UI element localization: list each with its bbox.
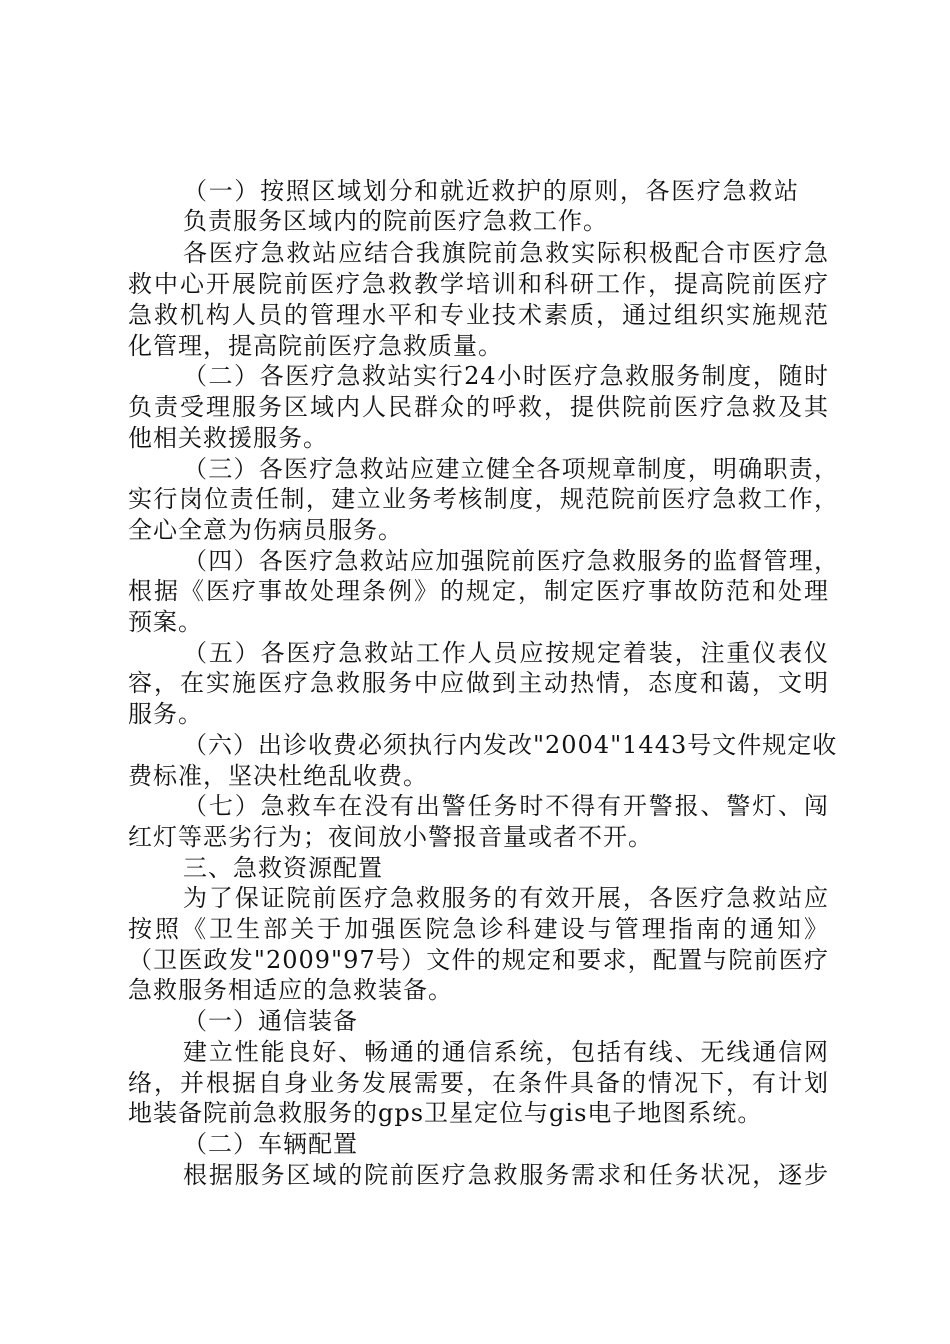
text-line: （七）急救车在没有出警任务时不得有开警报、警灯、闯	[183, 792, 829, 820]
section-heading: 三、急救资源配置	[183, 854, 383, 882]
text-line: （三）各医疗急救站应建立健全各项规章制度，明确职责，	[183, 455, 839, 483]
text-line: 地装备院前急救服务的gps卫星定位与gis电子地图系统。	[128, 1099, 763, 1127]
text-line: 络，并根据自身业务发展需要，在条件具备的情况下，有计划	[128, 1069, 829, 1097]
text-line: 容，在实施医疗急救服务中应做到主动热情，态度和蔼，文明	[128, 669, 829, 697]
text-line: （六）出诊收费必须执行内发改"2004"1443号文件规定收	[183, 731, 838, 759]
text-line: （卫医政发"2009"97号）文件的规定和要求，配置与院前医疗	[128, 946, 829, 974]
text-line: 红灯等恶劣行为；夜间放小警报音量或者不开。	[128, 823, 653, 851]
text-line: 实行岗位责任制，建立业务考核制度，规范院前医疗急救工作，	[128, 485, 839, 513]
text-line: 服务。	[128, 700, 203, 728]
text-line: （五）各医疗急救站工作人员应按规定着装，注重仪表仪	[183, 639, 829, 667]
text-line: 全心全意为伤病员服务。	[128, 516, 403, 544]
text-line: 急救机构人员的管理水平和专业技术素质，通过组织实施规范	[128, 301, 829, 329]
text-line: 急救服务相适应的急救装备。	[128, 976, 453, 1004]
text-line: （一）按照区域划分和就近救护的原则，各医疗急救站	[183, 177, 799, 205]
text-line: 预案。	[128, 608, 203, 636]
text-line: 建立性能良好、畅通的通信系统，包括有线、无线通信网	[183, 1038, 829, 1066]
subsection-heading: （二）车辆配置	[183, 1130, 358, 1158]
text-line: （二）各医疗急救站实行24小时医疗急救服务制度，随时	[183, 362, 829, 390]
text-line: 根据服务区域的院前医疗急救服务需求和任务状况，逐步	[183, 1161, 829, 1189]
text-line: 负责服务区域内的院前医疗急救工作。	[183, 207, 608, 235]
text-line: 按照《卫生部关于加强医院急诊科建设与管理指南的通知》	[128, 915, 829, 943]
subsection-heading: （一）通信装备	[183, 1007, 358, 1035]
text-line: 费标准，坚决杜绝乱收费。	[128, 762, 428, 790]
text-line: 为了保证院前医疗急救服务的有效开展，各医疗急救站应	[183, 884, 829, 912]
text-line: 救中心开展院前医疗急救教学培训和科研工作，提高院前医疗	[128, 270, 829, 298]
text-line: 负责受理服务区域内人民群众的呼救，提供院前医疗急救及其	[128, 393, 829, 421]
text-line: 根据《医疗事故处理条例》的规定，制定医疗事故防范和处理	[128, 577, 829, 605]
text-line: （四）各医疗急救站应加强院前医疗急救服务的监督管理，	[183, 547, 839, 575]
text-line: 各医疗急救站应结合我旗院前急救实际积极配合市医疗急	[183, 239, 829, 267]
text-line: 他相关救援服务。	[128, 424, 328, 452]
text-line: 化管理，提高院前医疗急救质量。	[128, 332, 503, 360]
